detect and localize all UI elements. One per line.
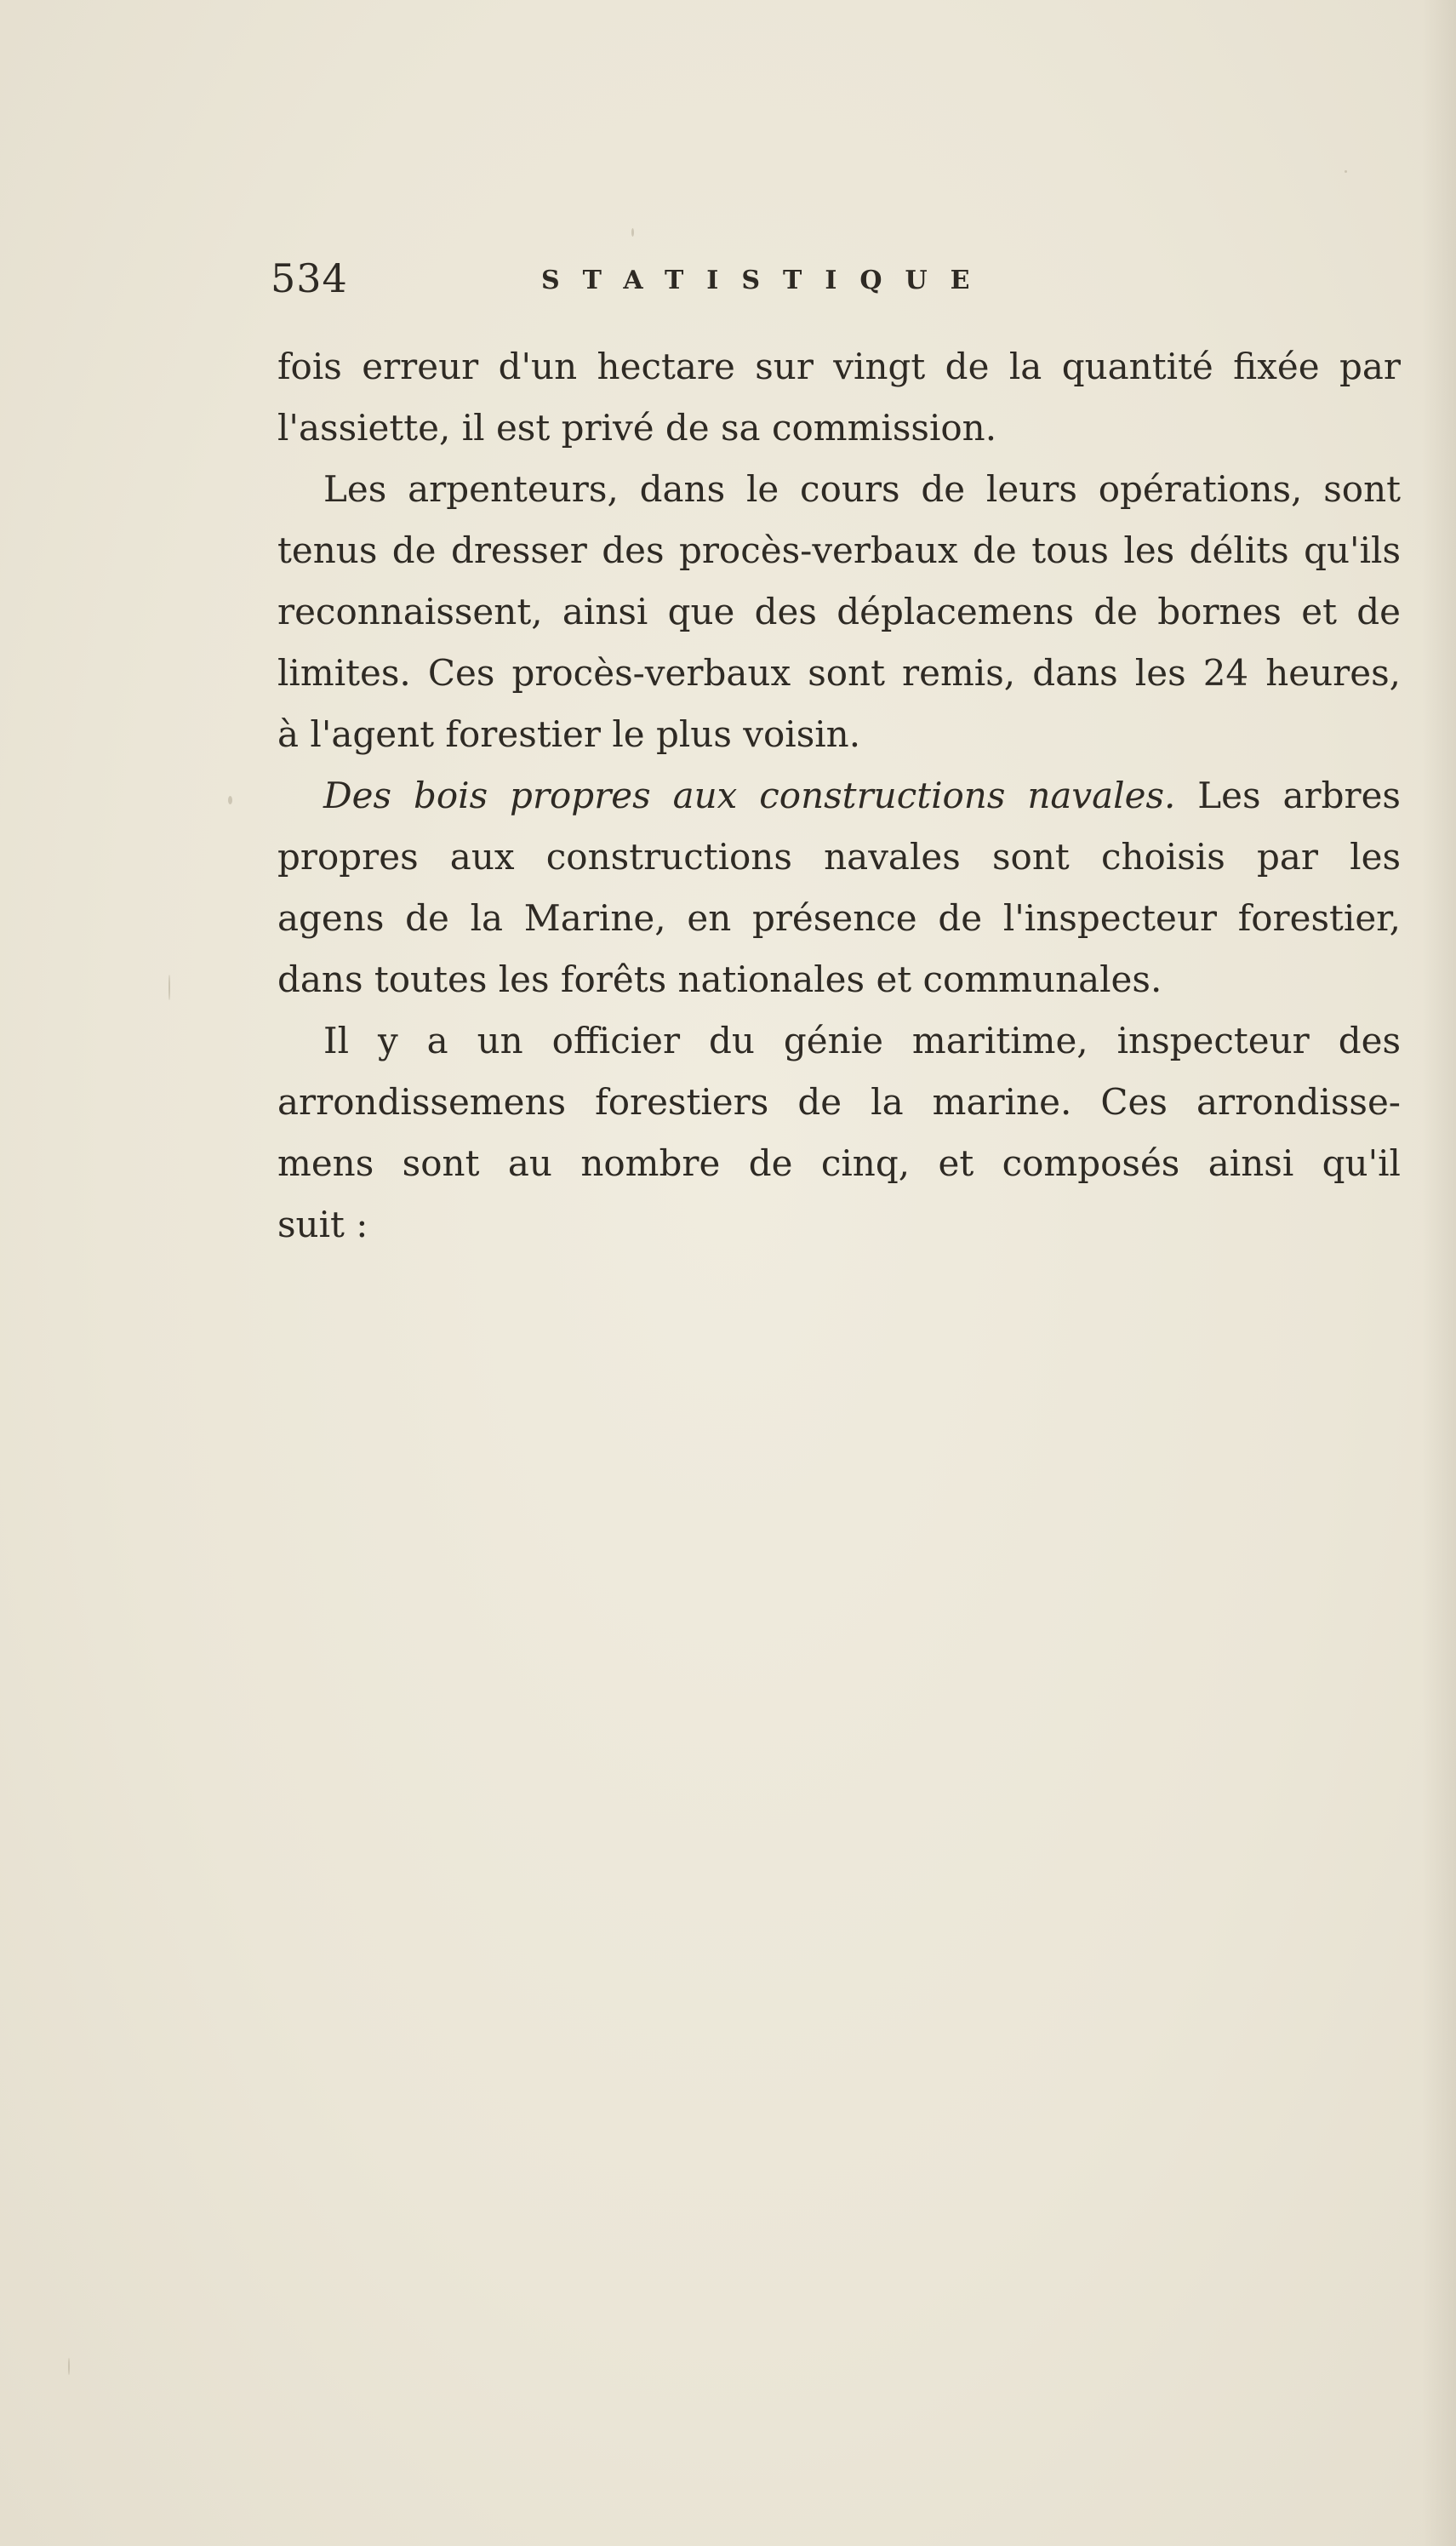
section-heading: Des bois propres aux constructions navales.	[323, 775, 1176, 816]
text-line: Il y a un officier du génie maritime, inspecteur des	[323, 1020, 1401, 1061]
paper-speck	[631, 228, 634, 237]
text-line: Les arpenteurs, dans le cours de leurs opérations, sont	[323, 468, 1401, 510]
text-line	[277, 765, 1401, 827]
running-head	[271, 255, 1402, 306]
text-fragment: Les arbres	[1175, 775, 1401, 816]
paper-speck	[228, 796, 232, 804]
text-line: suit :	[277, 1204, 368, 1245]
text-line: tenus de dresser des procès-verbaux de tous les délits qu'ils	[277, 529, 1401, 571]
text-line: fois erreur d'un hectare sur vingt de la quantité fixée par	[277, 346, 1401, 387]
text-line: mens sont au nombre de cinq, et composés ainsi qu'il	[277, 1142, 1401, 1184]
paper-speck	[68, 2358, 70, 2375]
text-line: à l'agent forestier le plus voisin.	[277, 713, 861, 755]
text-line: agens de la Marine, en présence de l'inspecteur forestier,	[277, 897, 1401, 939]
text-line: arrondissemens forestiers de la marine. Ces arrondisse-	[277, 1081, 1401, 1123]
body-text	[277, 336, 1401, 1256]
text-line: l'assiette, il est privé de sa commission.	[277, 407, 997, 449]
page-edge-shadow	[1422, 0, 1456, 2546]
paper-speck	[168, 975, 170, 1000]
text-line: reconnaissent, ainsi que des déplacemens de bornes et de	[277, 591, 1401, 632]
running-title: STATISTIQUE	[541, 266, 993, 295]
text-line: limites. Ces procès-verbaux sont remis, dans les 24 heures,	[277, 652, 1401, 694]
paper-speck	[1345, 170, 1347, 173]
page-number: 534	[271, 255, 348, 301]
text-line: dans toutes les forêts nationales et communales.	[277, 958, 1162, 1000]
text-line: propres aux constructions navales sont choisis par les	[277, 836, 1401, 878]
